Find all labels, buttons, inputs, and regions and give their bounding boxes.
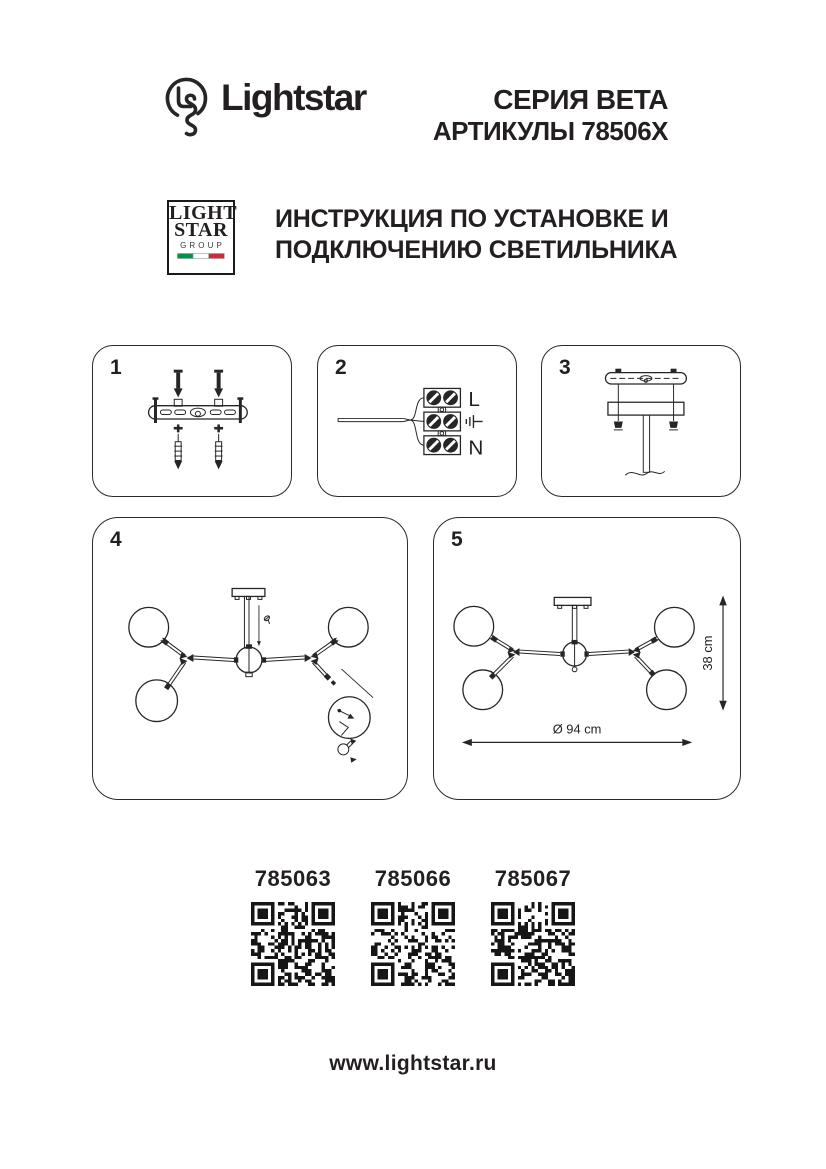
canopy-mounting-diagram bbox=[542, 346, 740, 496]
qr-code bbox=[491, 902, 575, 986]
socket bbox=[491, 674, 494, 677]
socket bbox=[166, 684, 169, 688]
height-dimension-label: 38 cm bbox=[700, 635, 716, 671]
lamp-arm bbox=[519, 652, 560, 654]
step-number: 5 bbox=[451, 528, 463, 551]
bulb-icon bbox=[338, 738, 357, 762]
dimensions-diagram bbox=[434, 518, 740, 799]
step-panel-1 bbox=[92, 345, 292, 497]
step-number: 1 bbox=[110, 356, 122, 379]
central-hub bbox=[234, 644, 266, 676]
instruction-title bbox=[275, 204, 677, 266]
glass-shade bbox=[454, 606, 494, 646]
stem-rod bbox=[572, 605, 577, 643]
step-panel-3 bbox=[541, 345, 741, 497]
article-code: 785067 bbox=[494, 866, 572, 891]
height-dimension-arrow bbox=[719, 595, 727, 710]
supply-wire bbox=[338, 398, 424, 445]
screw-terminal-icon bbox=[427, 391, 458, 452]
central-hub bbox=[560, 640, 588, 672]
wiring-diagram bbox=[318, 346, 516, 496]
instruction-title-line2: ПОДКЛЮЧЕНИЮ СВЕТИЛЬНИКА bbox=[275, 236, 678, 264]
group-logo-star: STAR bbox=[174, 219, 228, 241]
glass-shade-detail bbox=[328, 697, 370, 739]
lightstar-group-logo bbox=[167, 200, 238, 275]
lamp-arm bbox=[264, 658, 305, 660]
step-panel-2 bbox=[317, 345, 517, 497]
series-block bbox=[433, 84, 668, 146]
socket bbox=[163, 640, 168, 644]
series-articles: АРТИКУЛЫ 78506X bbox=[432, 116, 668, 146]
arm-joint bbox=[508, 647, 520, 658]
screw-icon bbox=[174, 370, 183, 407]
socket bbox=[492, 637, 497, 640]
nut-icon bbox=[614, 421, 623, 429]
step-number: 3 bbox=[559, 356, 571, 379]
article-code: 785066 bbox=[374, 866, 452, 891]
lightstar-bulb-icon bbox=[163, 76, 209, 144]
qr-code bbox=[371, 902, 455, 986]
glass-shade bbox=[136, 680, 178, 722]
assembly-diagram bbox=[93, 518, 407, 799]
article-code: 785063 bbox=[254, 866, 332, 891]
lamp-arm bbox=[193, 658, 234, 660]
step-number: 4 bbox=[110, 528, 122, 551]
italy-flag bbox=[177, 253, 225, 259]
mounting-bracket bbox=[605, 369, 686, 384]
ceiling-canopy bbox=[608, 402, 684, 415]
qr-code bbox=[251, 902, 335, 986]
series-title: СЕРИЯ BETA bbox=[493, 84, 668, 115]
live-label: L bbox=[468, 388, 480, 412]
ceiling-plate bbox=[232, 588, 265, 599]
stem-rod bbox=[244, 596, 249, 648]
nut-icon bbox=[669, 421, 678, 429]
screw-direction-hint bbox=[257, 605, 273, 646]
callout-line bbox=[341, 669, 373, 698]
empty-socket bbox=[325, 675, 334, 684]
footer-website: www.lightstar.ru bbox=[329, 1052, 497, 1075]
arm-joint bbox=[305, 653, 319, 665]
step-number: 2 bbox=[335, 356, 347, 379]
wall-anchor-icon bbox=[174, 424, 183, 469]
header-brand bbox=[163, 76, 366, 144]
earth-symbol bbox=[466, 415, 482, 428]
socket bbox=[331, 640, 336, 644]
instruction-title-line1: ИНСТРУКЦИЯ ПО УСТАНОВКЕ И bbox=[275, 205, 669, 233]
group-logo-light: LIGHT bbox=[169, 202, 238, 224]
stem-rod bbox=[643, 415, 649, 472]
arm-joint bbox=[629, 647, 641, 658]
lamp-arm bbox=[589, 652, 629, 654]
socket bbox=[651, 671, 654, 675]
articles-row bbox=[0, 866, 826, 991]
article-item bbox=[473, 866, 593, 991]
socket bbox=[652, 639, 657, 642]
step-panel-4 bbox=[92, 517, 408, 800]
mounting-bracket-diagram bbox=[93, 346, 291, 496]
mounting-bracket bbox=[149, 397, 248, 423]
screw-icon bbox=[214, 370, 223, 407]
brand-wordmark: Lightstar bbox=[221, 77, 366, 118]
wall-anchor-icon bbox=[214, 424, 223, 469]
step-panel-5 bbox=[433, 517, 741, 800]
lamp-arm bbox=[170, 662, 185, 684]
glass-shade bbox=[463, 670, 503, 710]
article-item bbox=[233, 866, 353, 991]
article-item bbox=[353, 866, 473, 991]
width-dimension-arrow bbox=[462, 739, 692, 746]
group-logo-group: GROUP bbox=[180, 241, 225, 250]
glass-shade bbox=[655, 607, 695, 647]
neutral-label: N bbox=[468, 436, 484, 460]
arm-joint bbox=[180, 653, 194, 665]
diameter-dimension-label: Ø 94 cm bbox=[552, 721, 602, 737]
lamp-arm bbox=[495, 656, 513, 674]
